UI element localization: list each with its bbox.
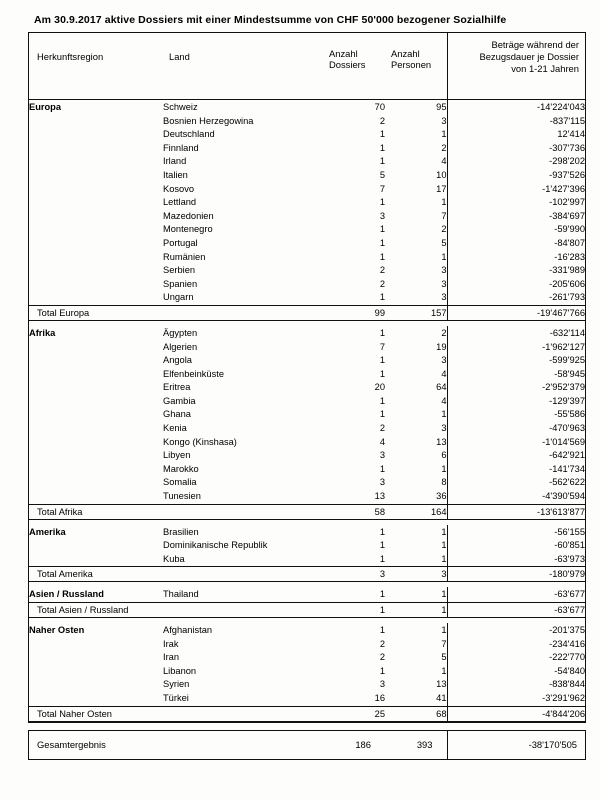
grand-total-table	[29, 731, 585, 759]
cell-betrag: -16'283	[447, 251, 585, 265]
cell-personen: 1	[441, 665, 447, 676]
cell-dossiers: 70	[374, 102, 385, 112]
cell-betrag: -234'416	[447, 638, 585, 652]
cell-betrag: -384'697	[447, 210, 585, 224]
cell-betrag: -201'375	[447, 623, 585, 638]
cell-dossiers: 1	[379, 142, 385, 153]
region-empty	[29, 264, 163, 278]
cell-dossiers: 2	[379, 265, 385, 276]
page-title: Am 30.9.2017 aktive Dossiers mit einer Mindestsumme von CHF 50'000 bezogener Sozialhilfe	[34, 14, 507, 26]
cell-betrag: -562'622	[447, 476, 585, 490]
cell-personen: 3	[441, 265, 447, 276]
group-total-label: Total Amerika	[29, 567, 163, 582]
country-name: Marokko	[163, 463, 199, 474]
country-name: Schweiz	[163, 102, 198, 112]
region-empty	[29, 196, 163, 210]
grand-total-personen: 393	[416, 739, 433, 751]
country-name: Montenegro	[163, 224, 213, 235]
group-total-personen: 68	[385, 706, 447, 721]
cell-betrag: -1'014'569	[447, 436, 585, 450]
table-row	[29, 237, 585, 251]
cell-dossiers: 1	[379, 327, 385, 338]
region-label: Asien / Russland	[29, 589, 104, 600]
cell-betrag: -84'807	[447, 237, 585, 251]
cell-dossiers: 2	[379, 652, 385, 663]
region-empty	[29, 436, 163, 450]
country-name: Thailand	[163, 589, 199, 600]
group-total-personen: 164	[385, 504, 447, 519]
table-row	[29, 223, 585, 237]
table-row	[29, 100, 585, 115]
cell-dossiers: 20	[374, 382, 385, 393]
cell-betrag: -331'989	[447, 264, 585, 278]
cell-betrag: -307'736	[447, 142, 585, 156]
table-body	[29, 100, 585, 722]
cell-personen: 1	[441, 553, 447, 564]
cell-personen: 3	[441, 115, 447, 126]
region-empty	[29, 539, 163, 553]
cell-betrag: -55'586	[447, 408, 585, 422]
cell-personen: 1	[441, 129, 447, 140]
cell-dossiers: 7	[379, 183, 385, 194]
country-name: Irland	[163, 156, 187, 167]
cell-dossiers: 1	[379, 237, 385, 248]
table-header-block	[29, 33, 585, 100]
group-total-land-empty	[163, 567, 323, 582]
region-empty	[29, 237, 163, 251]
table-row	[29, 169, 585, 183]
region-empty	[29, 155, 163, 169]
cell-dossiers: 1	[379, 409, 385, 420]
table-row	[29, 381, 585, 395]
cell-personen: 3	[441, 292, 447, 303]
group-total-label: Total Europa	[29, 305, 163, 320]
cell-dossiers: 1	[379, 368, 385, 379]
group-total-betrag: -4'844'206	[447, 706, 585, 721]
cell-dossiers: 1	[379, 224, 385, 235]
cell-betrag: -56'155	[447, 525, 585, 540]
table-row	[29, 251, 585, 265]
cell-dossiers: 3	[379, 477, 385, 488]
column-header-betraege	[447, 33, 585, 100]
table-row	[29, 183, 585, 197]
table-row	[29, 264, 585, 278]
table-row	[29, 155, 585, 169]
cell-betrag: -837'115	[447, 115, 585, 129]
cell-dossiers: 1	[379, 553, 385, 564]
region-empty	[29, 251, 163, 265]
cell-betrag: -129'397	[447, 395, 585, 409]
cell-personen: 3	[441, 278, 447, 289]
cell-betrag: -14'224'043	[447, 100, 585, 115]
cell-personen: 7	[441, 638, 447, 649]
group-total-label: Total Naher Osten	[29, 706, 163, 721]
country-name: Kenia	[163, 423, 187, 434]
cell-betrag: -4'390'594	[447, 490, 585, 504]
country-name: Italien	[163, 169, 188, 180]
cell-personen: 3	[441, 423, 447, 434]
cell-dossiers: 3	[379, 450, 385, 461]
grand-total-frame	[28, 730, 586, 760]
cell-personen: 6	[441, 450, 447, 461]
table-row	[29, 539, 585, 553]
column-header-betraege-line1: Beträge während der	[491, 39, 579, 50]
country-name: Irak	[163, 638, 179, 649]
country-name: Elfenbeinküste	[163, 368, 224, 379]
country-name: Kosovo	[163, 183, 195, 194]
cell-personen: 1	[441, 463, 447, 474]
cell-dossiers: 1	[379, 197, 385, 208]
table-row	[29, 638, 585, 652]
table-row	[29, 463, 585, 477]
region-empty	[29, 142, 163, 156]
cell-dossiers: 2	[379, 115, 385, 126]
cell-dossiers: 1	[379, 355, 385, 366]
table-row	[29, 490, 585, 504]
cell-betrag: -632'114	[447, 326, 585, 341]
group-total-land-empty	[163, 504, 323, 519]
cell-betrag: -1'427'396	[447, 183, 585, 197]
group-total-dossiers: 58	[323, 504, 385, 519]
cell-betrag: -2'952'379	[447, 381, 585, 395]
cell-betrag: -470'963	[447, 422, 585, 436]
table-row	[29, 196, 585, 210]
region-empty	[29, 368, 163, 382]
country-name: Brasilien	[163, 526, 199, 537]
cell-dossiers: 2	[379, 278, 385, 289]
column-header-land: Land	[163, 33, 323, 100]
group-total-betrag: -19'467'766	[447, 305, 585, 320]
region-empty	[29, 422, 163, 436]
country-name: Finnland	[163, 142, 199, 153]
group-total-label: Total Asien / Russland	[29, 603, 163, 618]
table-row	[29, 142, 585, 156]
cell-personen: 2	[441, 327, 447, 338]
region-empty	[29, 115, 163, 129]
cell-personen: 4	[441, 156, 447, 167]
country-name: Afghanistan	[163, 625, 213, 635]
country-name: Algerien	[163, 341, 198, 352]
country-name: Kongo (Kinshasa)	[163, 436, 237, 447]
cell-dossiers: 5	[379, 169, 385, 180]
region-empty	[29, 210, 163, 224]
country-name: Lettland	[163, 197, 197, 208]
country-name: Serbien	[163, 265, 196, 276]
group-total-label: Total Afrika	[29, 504, 163, 519]
cell-dossiers: 1	[379, 463, 385, 474]
cell-betrag: -205'606	[447, 278, 585, 292]
group-total-personen: 3	[385, 567, 447, 582]
cell-personen: 4	[441, 395, 447, 406]
country-name: Rumänien	[163, 251, 206, 262]
cell-betrag: -102'997	[447, 196, 585, 210]
region-empty	[29, 476, 163, 490]
group-total-personen: 157	[385, 305, 447, 320]
cell-betrag: -59'990	[447, 223, 585, 237]
cell-dossiers: 2	[379, 423, 385, 434]
cell-personen: 1	[441, 625, 447, 635]
cell-personen: 19	[436, 341, 447, 352]
country-name: Gambia	[163, 395, 196, 406]
table-row	[29, 354, 585, 368]
cell-betrag: -838'844	[447, 678, 585, 692]
cell-dossiers: 1	[379, 251, 385, 262]
cell-personen: 2	[441, 142, 447, 153]
country-name: Somalia	[163, 477, 197, 488]
country-name: Dominikanische Republik	[163, 540, 268, 551]
country-name: Ghana	[163, 409, 191, 420]
cell-betrag: -58'945	[447, 368, 585, 382]
cell-betrag: -599'925	[447, 354, 585, 368]
table-row	[29, 692, 585, 706]
cell-betrag: -60'851	[447, 539, 585, 553]
group-total-row	[29, 567, 585, 582]
region-label: Afrika	[29, 327, 56, 338]
cell-personen: 1	[441, 526, 447, 537]
group-total-betrag: -13'613'877	[447, 504, 585, 519]
grand-total-dossiers: 186	[355, 739, 371, 751]
country-name: Deutschland	[163, 129, 215, 140]
group-total-land-empty	[163, 706, 323, 721]
cell-dossiers: 2	[379, 638, 385, 649]
column-header-betraege-line2: Bezugsdauer je Dossier	[479, 50, 579, 62]
table-row	[29, 623, 585, 638]
table-row	[29, 278, 585, 292]
region-empty	[29, 449, 163, 463]
column-header-dossiers-line1: Anzahl	[329, 48, 358, 59]
cell-personen: 7	[441, 210, 447, 221]
region-empty	[29, 128, 163, 142]
group-total-land-empty	[163, 603, 323, 618]
table-row	[29, 368, 585, 382]
cell-personen: 8	[441, 477, 447, 488]
grand-total-land-empty	[163, 731, 323, 759]
cell-personen: 95	[436, 102, 447, 112]
group-total-row	[29, 706, 585, 721]
region-empty	[29, 291, 163, 305]
group-total-personen: 1	[385, 603, 447, 618]
column-header-personen-line2: Personen	[391, 58, 432, 70]
cell-personen: 17	[436, 183, 447, 194]
column-header-region: Herkunftsregion	[29, 33, 163, 100]
region-empty	[29, 395, 163, 409]
region-empty	[29, 381, 163, 395]
cell-dossiers: 7	[379, 341, 385, 352]
cell-dossiers: 1	[379, 156, 385, 167]
cell-personen: 13	[436, 436, 447, 447]
cell-betrag: -937'526	[447, 169, 585, 183]
column-header-betraege-line3: von 1-21 Jahren	[511, 62, 579, 74]
cell-personen: 3	[441, 355, 447, 366]
country-name: Libyen	[163, 450, 191, 461]
cell-dossiers: 16	[374, 692, 385, 703]
group-total-land-empty	[163, 305, 323, 320]
country-name: Spanien	[163, 278, 198, 289]
cell-dossiers: 1	[379, 540, 385, 551]
table-row	[29, 436, 585, 450]
table-row	[29, 115, 585, 129]
cell-personen: 5	[441, 237, 447, 248]
group-total-row	[29, 504, 585, 519]
cell-personen: 41	[436, 692, 447, 703]
cell-personen: 10	[436, 169, 447, 180]
column-header-personen-line1: Anzahl	[391, 48, 420, 59]
cell-betrag: -63'677	[447, 587, 585, 602]
cell-personen: 1	[441, 251, 447, 262]
table-row	[29, 525, 585, 540]
table-row	[29, 553, 585, 567]
cell-dossiers: 1	[379, 129, 385, 140]
cell-dossiers: 1	[379, 665, 385, 676]
region-label: Naher Osten	[29, 625, 85, 635]
group-total-dossiers: 25	[323, 706, 385, 721]
cell-dossiers: 13	[374, 491, 385, 502]
grand-total-label: Gesamtergebnis	[37, 739, 106, 751]
cell-betrag: -261'793	[447, 291, 585, 305]
cell-dossiers: 3	[379, 679, 385, 690]
country-name: Ungarn	[163, 292, 194, 303]
table-row	[29, 326, 585, 341]
country-name: Kuba	[163, 553, 185, 564]
region-label: Amerika	[29, 526, 66, 537]
cell-dossiers: 1	[379, 625, 385, 635]
country-name: Syrien	[163, 679, 190, 690]
table-row	[29, 210, 585, 224]
table-row	[29, 408, 585, 422]
group-total-row	[29, 603, 585, 618]
cell-betrag: -222'770	[447, 651, 585, 665]
region-empty	[29, 408, 163, 422]
statistics-table-frame	[28, 32, 586, 723]
cell-personen: 64	[436, 382, 447, 393]
column-header-dossiers-line2: Dossiers	[329, 58, 366, 70]
cell-betrag: -642'921	[447, 449, 585, 463]
region-empty	[29, 169, 163, 183]
region-empty	[29, 665, 163, 679]
table-row	[29, 291, 585, 305]
group-total-betrag: -63'677	[447, 603, 585, 618]
table-row	[29, 678, 585, 692]
cell-personen: 1	[441, 409, 447, 420]
region-empty	[29, 651, 163, 665]
table-row	[29, 587, 585, 602]
region-empty	[29, 490, 163, 504]
cell-personen: 1	[441, 589, 447, 600]
cell-personen: 13	[436, 679, 447, 690]
cell-personen: 1	[441, 540, 447, 551]
grand-total-betrag: -38'170'505	[447, 731, 585, 759]
region-empty	[29, 638, 163, 652]
grand-total-row	[29, 731, 585, 759]
cell-dossiers: 3	[379, 210, 385, 221]
cell-betrag: -1'962'127	[447, 341, 585, 355]
cell-dossiers: 1	[379, 526, 385, 537]
region-empty	[29, 183, 163, 197]
table-row	[29, 341, 585, 355]
region-empty	[29, 223, 163, 237]
country-name: Angola	[163, 355, 192, 366]
country-name: Libanon	[163, 665, 197, 676]
statistics-table	[29, 33, 585, 722]
country-name: Mazedonien	[163, 210, 214, 221]
table-row	[29, 422, 585, 436]
country-name: Iran	[163, 652, 180, 663]
cell-betrag: -298'202	[447, 155, 585, 169]
group-total-dossiers: 99	[323, 305, 385, 320]
table-row	[29, 651, 585, 665]
cell-betrag: -63'973	[447, 553, 585, 567]
cell-personen: 1	[441, 197, 447, 208]
region-empty	[29, 463, 163, 477]
region-empty	[29, 692, 163, 706]
cell-personen: 36	[436, 491, 447, 502]
country-name: Eritrea	[163, 382, 191, 393]
region-empty	[29, 678, 163, 692]
country-name: Tunesien	[163, 491, 201, 502]
country-name: Ägypten	[163, 327, 198, 338]
cell-dossiers: 1	[379, 589, 385, 600]
country-name: Portugal	[163, 237, 198, 248]
table-row	[29, 449, 585, 463]
table-header-row	[29, 33, 585, 100]
group-total-dossiers: 1	[323, 603, 385, 618]
cell-betrag: -54'840	[447, 665, 585, 679]
cell-dossiers: 1	[379, 395, 385, 406]
cell-betrag: -141'734	[447, 463, 585, 477]
cell-betrag: -3'291'962	[447, 692, 585, 706]
cell-personen: 4	[441, 368, 447, 379]
region-label: Europa	[29, 102, 62, 112]
column-header-dossiers	[323, 33, 385, 100]
country-name: Türkei	[163, 692, 189, 703]
table-row	[29, 128, 585, 142]
column-header-personen	[385, 33, 447, 100]
cell-dossiers: 1	[379, 292, 385, 303]
region-empty	[29, 278, 163, 292]
cell-personen: 5	[441, 652, 447, 663]
cell-personen: 2	[441, 224, 447, 235]
region-empty	[29, 354, 163, 368]
cell-dossiers: 4	[379, 436, 385, 447]
table-row	[29, 476, 585, 490]
country-name: Bosnien Herzegowina	[163, 115, 254, 126]
table-row	[29, 395, 585, 409]
region-empty	[29, 553, 163, 567]
group-total-dossiers: 3	[323, 567, 385, 582]
table-row	[29, 665, 585, 679]
cell-betrag: 12'414	[447, 128, 585, 142]
group-total-row	[29, 305, 585, 320]
group-total-betrag: -180'979	[447, 567, 585, 582]
region-empty	[29, 341, 163, 355]
